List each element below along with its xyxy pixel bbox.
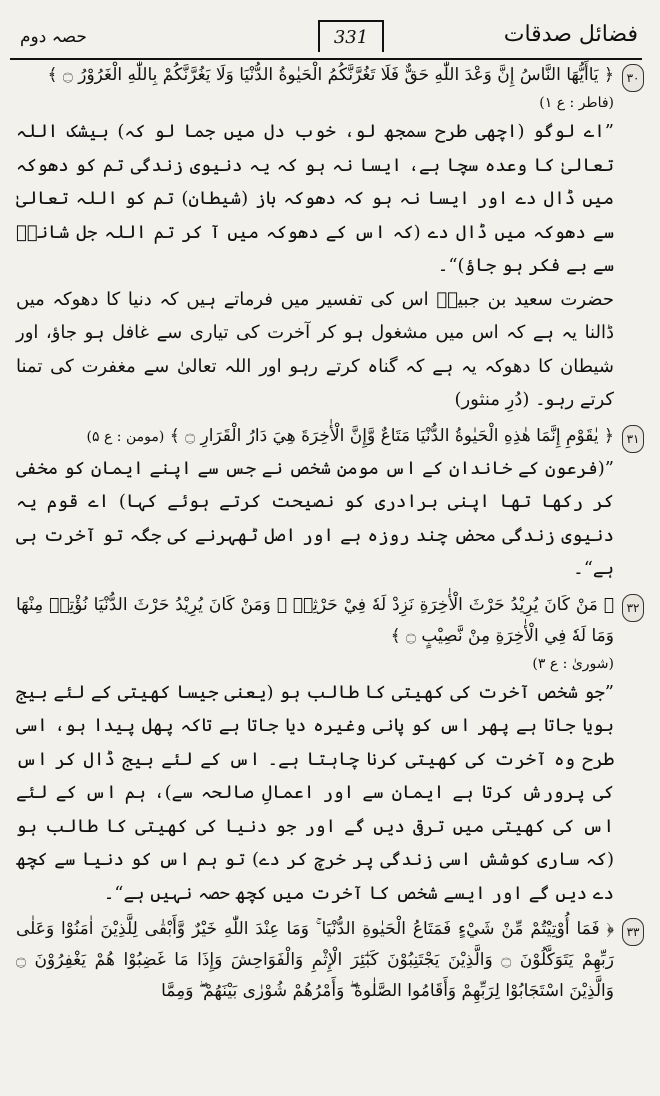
verse-block-33 bbox=[16, 914, 644, 1007]
arabic-verse: ﴿ يَاأَيُّهَا النَّاسُ إِنَّ وَعْدَ اللّٰهِ حَقٌّ فَلَا تَغُرَّنَّكُمُ الْحَيٰوةُ الدُّنْيَا وَلَا يَغُرَّنَّكُمْ بِاللّٰهِ الْغَرُوْرُ ۝ ﴾ bbox=[47, 65, 614, 85]
urdu-translation: ”اے لوگو (اچھی طرح سمجھ لو، خوب دل میں جما لو کہ) بیشک اللہ تعالیٰ کا وعدہ سچا ہے، ایسا نہ ہو کہ یہ دنیوی زندگی تم کو دھوکہ میں ڈال دے اور ایسا نہ ہو کہ دھوکہ باز (شیطان) تم کو اللہ تعالیٰ سے دھوکہ میں ڈال دے (کہ اس کے دھوکہ میں آ کر تم اللہ جل شانہٗ سے بے فکر ہو جاؤ)“۔ bbox=[16, 121, 614, 276]
verse-number-badge: ۳۰ bbox=[622, 64, 644, 92]
verse-number-badge: ۳۲ bbox=[622, 594, 644, 622]
verse-block-30 bbox=[16, 60, 644, 417]
part-label: حصہ دوم bbox=[20, 27, 87, 47]
surah-reference: (مومن : ع ۵) bbox=[86, 428, 165, 445]
urdu-translation: ”جو شخص آخرت کی کھیتی کا طالب ہو (یعنی جیسا کھیتی کے لئے بیج بویا جاتا ہے پھر اس کو پانی وغیرہ دیا جاتا ہے تاکہ پھل پیدا ہو، اسی طرح وہ آخرت کی کھیتی کرنا چاہتا ہے۔ اس کے لئے بیج ڈال کر اس کی پرورش کرتا ہے ایمان سے اور اعمالِ صالحہ سے)، ہم اس کے لئے اس کی کھیتی میں ترقی دیں گے اور جو دنیا کی کھیتی کا طالب ہو (کہ ساری کوشش اسی زندگی پر خرچ کر دے) تو ہم اس کو دنیا سے کچھ دے دیں گے اور ایسے شخص کا آخرت میں کچھ حصہ نہیں ہے“۔ bbox=[16, 681, 614, 904]
arabic-verse bbox=[16, 421, 614, 452]
verse-block-31 bbox=[16, 421, 644, 586]
page-number: 331 bbox=[318, 20, 384, 52]
urdu-commentary: حضرت سعید بن جبیرؒ اس کی تفسیر میں فرماتے ہیں کہ دنیا کا دھوکہ میں ڈالنا یہ ہے کہ اس میں مشغول ہو کر آخرت کی تیاری سے غافل ہو جاؤ، اور شیطان کا دھوکہ یہ ہے کہ گناہ کرتے رہو اور اللہ تعالیٰ سے مغفرت کی تمنا کرتے رہو۔ (دُرِ منثور) bbox=[16, 288, 614, 410]
arabic-verse: ﴿ فَمَا أُوْتِيْتُمْ مِّنْ شَيْءٍ فَمَتَاعُ الْحَيٰوةِ الدُّنْيَا ۚ وَمَا عِنْدَ اللّٰهِ خَيْرٌ وَّأَبْقٰى لِلَّذِيْنَ اٰمَنُوْا وَعَلٰى رَبِّهِمْ يَتَوَكَّلُوْنَ ۝ وَالَّذِيْنَ يَجْتَنِبُوْنَ كَبٰٓئِرَ الْإِثْمِ وَالْفَوَاحِشَ وَإِذَا مَا غَضِبُوْا هُمْ يَغْفِرُوْنَ ۝ وَالَّذِيْنَ اسْتَجَابُوْا لِرَبِّهِمْ وَأَقَامُوا الصَّلٰوةَ ۖ وَأَمْرُهُمْ شُوْرٰى بَيْنَهُمْ ۖ وَمِمَّا bbox=[16, 919, 615, 1001]
arabic-verse: ﴿ مَنْ كَانَ يُرِيْدُ حَرْثَ الْأٰخِرَةِ نَزِدْ لَهٗ فِيْ حَرْثِهٖ ۚ وَمَنْ كَانَ يُرِيْدُ حَرْثَ الدُّنْيَا نُؤْتِهٖ مِنْهَا وَمَا لَهٗ فِي الْأٰخِرَةِ مِنْ نَّصِيْبٍ ۝ ﴾ bbox=[16, 594, 614, 646]
book-title: فضائل صدقات bbox=[503, 22, 638, 47]
surah-reference: (فاطر : ع ۱) bbox=[539, 95, 614, 111]
page-header bbox=[0, 14, 660, 54]
verse-number-badge: ۳۱ bbox=[622, 425, 644, 453]
verse-block-32 bbox=[16, 590, 644, 911]
arabic-verse-text: ﴿ يٰقَوْمِ إِنَّمَا هٰذِهِ الْحَيٰوةُ الدُّنْيَا مَتَاعٌ وَّإِنَّ الْأٰخِرَةَ هِيَ دَارُ الْقَرَارِ ۝ ﴾ bbox=[169, 425, 614, 446]
page-body bbox=[16, 60, 644, 1096]
surah-reference: (شوریٰ : ع ۳) bbox=[532, 655, 614, 672]
verse-number-badge: ۳۳ bbox=[622, 918, 644, 946]
urdu-translation: ”(فرعون کے خاندان کے اس مومن شخص نے جس سے اپنے ایمان کو مخفی کر رکھا تھا اپنی برادری کو نصیحت کرتے ہوئے کہا) اے قوم یہ دنیوی زندگی محض چند روزہ ہے اور اصل ٹھہرنے کی جگہ تو آخرت ہی ہے“۔ bbox=[16, 457, 614, 579]
